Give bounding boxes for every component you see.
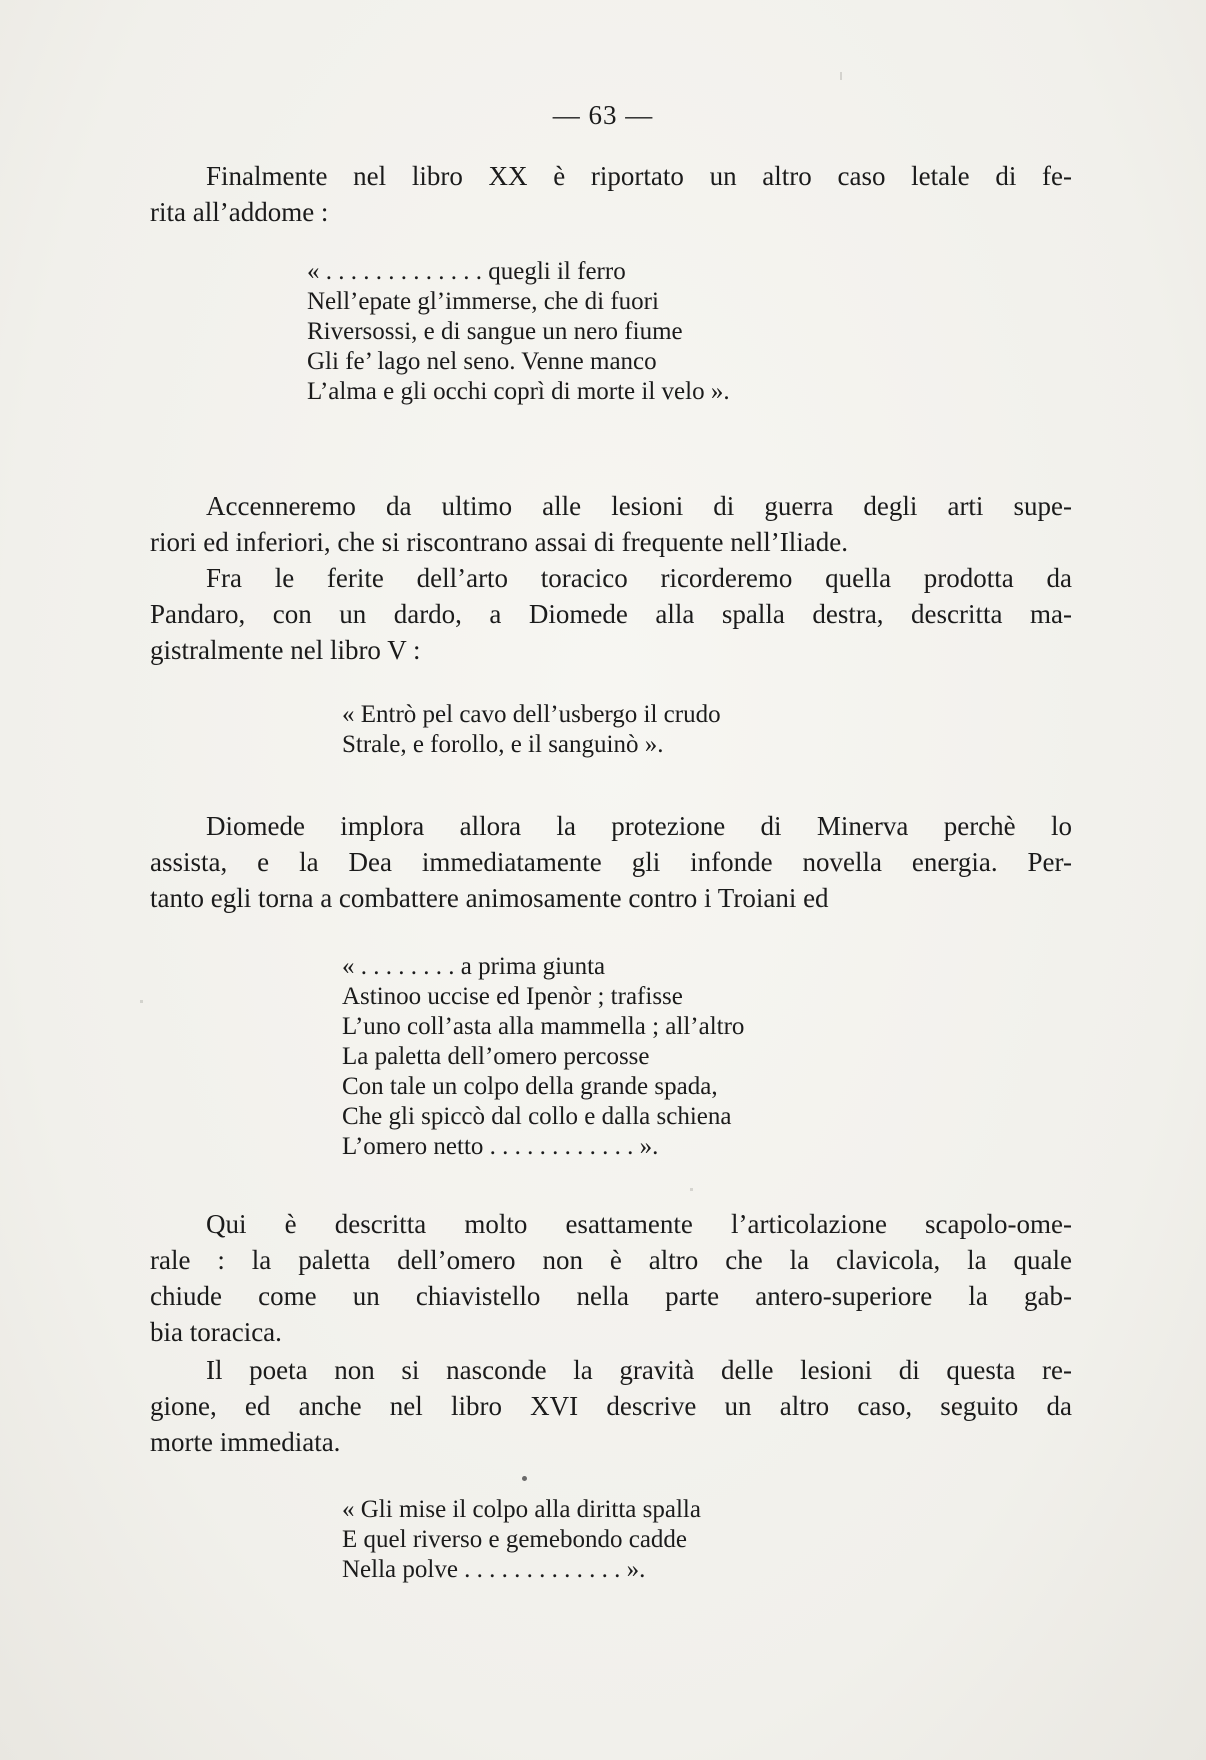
paragraph-3 (150, 560, 1072, 668)
paragraph-line: Diomede implora allora la protezione di Minerva perchè lo (206, 811, 1072, 841)
scan-speck (840, 72, 842, 80)
verse-line: Strale, e forollo, e il sanguinò ». (342, 731, 664, 758)
paragraph-line: gistralmente nel libro V : (150, 635, 421, 665)
verse-line: L’uno coll’asta alla mammella ; all’altro (342, 1013, 745, 1040)
verse-line: E quel riverso e gemebondo cadde (342, 1526, 688, 1553)
paragraph-line: Pandaro, con un dardo, a Diomede alla spalla destra, descritta ma- (150, 599, 1072, 629)
verse-line: Riversossi, e di sangue un nero fiume (307, 318, 683, 345)
verse-line: Che gli spiccò dal collo e dalla schiena (342, 1103, 732, 1130)
paragraph-line: assista, e la Dea immediatamente gli infonde novella energia. Per- (150, 847, 1072, 877)
paragraph-line: Qui è descritta molto esattamente l’articolazione scapolo-ome- (206, 1209, 1072, 1239)
verse-line: Con tale un colpo della grande spada, (342, 1073, 718, 1100)
paragraph-5 (150, 1206, 1072, 1350)
verse-quotation-3 (342, 952, 744, 1162)
verse-line: Nella polve . . . . . . . . . . . . . ». (342, 1556, 646, 1583)
verse-line: « . . . . . . . . . . . . . quegli il ferro (307, 258, 626, 285)
verse-line: « Entrò pel cavo dell’usbergo il crudo (342, 701, 721, 728)
verse-line: Gli fe’ lago nel seno. Venne manco (307, 348, 657, 375)
paragraph-line: Accenneremo da ultimo alle lesioni di guerra degli arti supe- (206, 491, 1072, 521)
paragraph-line: Fra le ferite dell’arto toracico ricorderemo quella prodotta da (206, 563, 1072, 593)
verse-quotation-4 (342, 1495, 701, 1585)
verse-line: La paletta dell’omero percosse (342, 1043, 650, 1070)
scan-speck (690, 1188, 693, 1191)
print-dot-mark (522, 1476, 527, 1481)
verse-line: L’omero netto . . . . . . . . . . . . ». (342, 1133, 659, 1160)
verse-line: Nell’epate gl’immerse, che di fuori (307, 288, 659, 315)
paragraph-line: rita all’addome : (150, 197, 329, 227)
verse-quotation-1 (307, 257, 730, 407)
paragraph-line: morte immediata. (150, 1427, 341, 1457)
paragraph-line: chiude come un chiavistello nella parte antero-superiore la gab- (150, 1281, 1072, 1311)
paragraph-1 (150, 158, 1072, 230)
paragraph-2 (150, 488, 1072, 560)
paragraph-line: Il poeta non si nasconde la gravità delle lesioni di questa re- (206, 1355, 1072, 1385)
scan-speck (140, 1000, 143, 1003)
paragraph-line: gione, ed anche nel libro XVI descrive un altro caso, seguito da (150, 1391, 1072, 1421)
paragraph-line: tanto egli torna a combattere animosamente contro i Troiani ed (150, 883, 829, 913)
page-number: — 63 — (552, 100, 654, 130)
paragraph-line: rale : la paletta dell’omero non è altro che la clavicola, la quale (150, 1245, 1072, 1275)
verse-line: « Gli mise il colpo alla diritta spalla (342, 1496, 701, 1523)
verse-line: « . . . . . . . . a prima giunta (342, 953, 606, 980)
paragraph-line: Finalmente nel libro XX è riportato un altro caso letale di fe- (206, 161, 1072, 191)
paragraph-4 (150, 808, 1072, 916)
verse-line: L’alma e gli occhi coprì di morte il velo ». (307, 378, 730, 405)
verse-line: Astinoo uccise ed Ipenòr ; trafisse (342, 983, 683, 1010)
verse-quotation-2 (342, 700, 721, 760)
paragraph-line: bia toracica. (150, 1317, 282, 1347)
paragraph-line: riori ed inferiori, che si riscontrano assai di frequente nell’Iliade. (150, 527, 848, 557)
paragraph-6 (150, 1352, 1072, 1460)
